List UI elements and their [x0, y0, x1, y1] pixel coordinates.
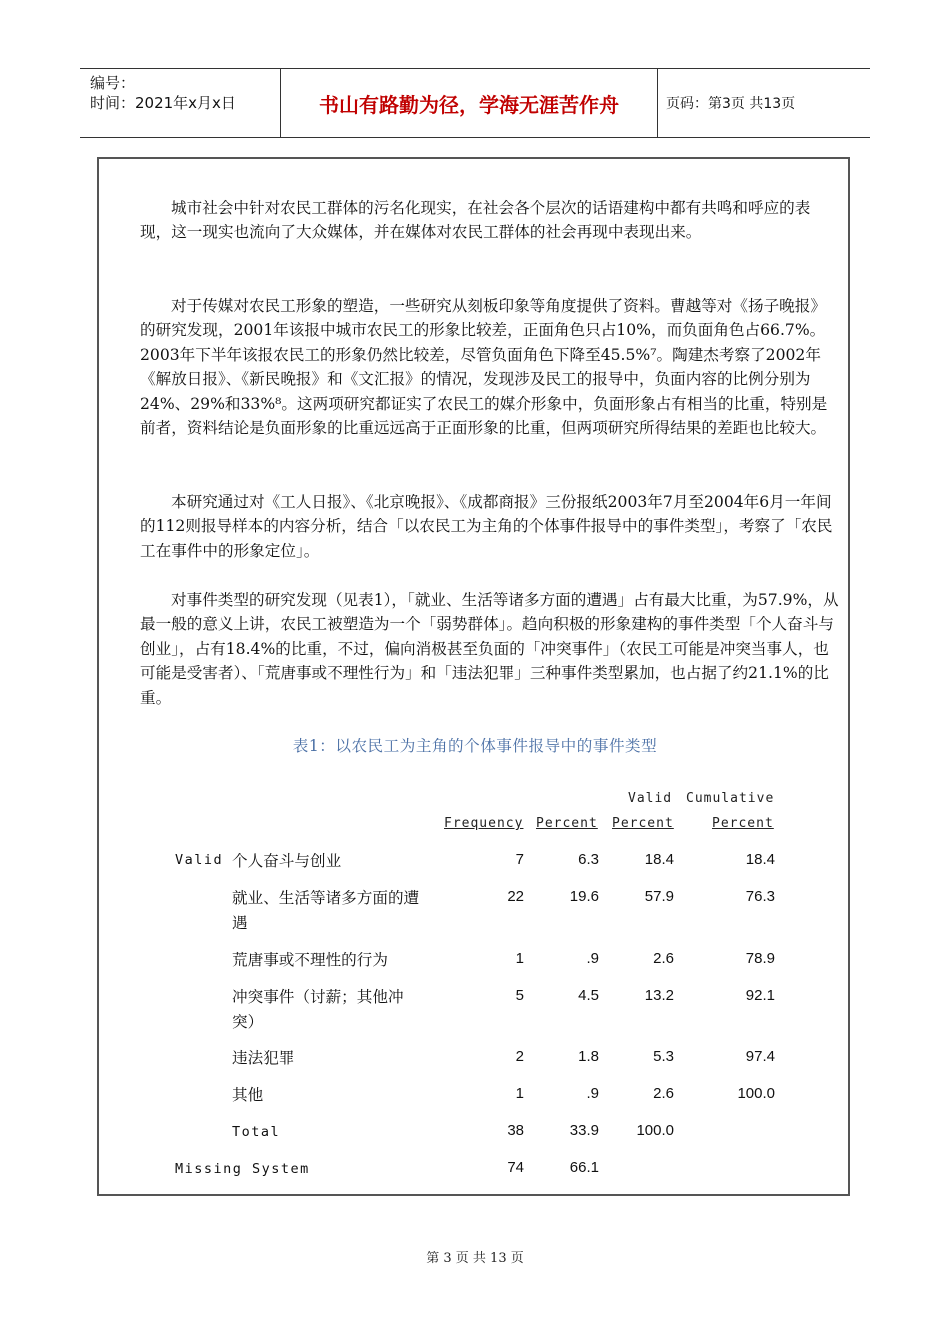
header-cumulative-top: Cumulative [686, 791, 775, 806]
frequency-cell: 22 [507, 888, 524, 905]
header-percent: Percent [536, 816, 598, 831]
valid-percent-cell: 5.3 [653, 1048, 674, 1065]
row-label: 荒唐事或不理性的行为 [232, 951, 388, 969]
valid-percent-cell: 2.6 [653, 1085, 674, 1102]
row-label: 个人奋斗与创业 [232, 852, 342, 870]
cumulative-cell: 92.1 [745, 987, 775, 1004]
header-cumulative-percent: Percent [712, 816, 774, 831]
frequency-cell: 5 [515, 987, 524, 1004]
header-valid-top: Valid [628, 791, 673, 806]
paragraph-4 [140, 588, 840, 710]
paragraph-text: 对于传媒对农民工形象的塑造，一些研究从刻板印象等角度提供了资料。曹越等对《扬子晚报》的研究发现，2001年该报中城市农民工的形象比较差，正面角色只占10%，而负面角色占66.7%。2003年下半年该报农民工的形象仍然比较差，尽管负面角色下降至45.5%⁷。陶建杰考察了2002年《解放日报》、《新民晚报》和《文汇报》的情况，发现涉及民工的报导中，负面内容的比例分别为24%、29%和33%⁸。这两项研究都证实了农民工的媒介形象中，负面形象占有相当的比重，特别是前者，资料结论是负面形象的比重远远高于正面形象的比重，但两项研究所得结果的差距也比较大。 [140, 297, 828, 438]
valid-percent-cell: 2.6 [653, 950, 674, 967]
page-label-text: 页码：第3页 共13页 [666, 96, 796, 112]
percent-cell: .9 [586, 1085, 599, 1102]
row-label: 其他 [232, 1086, 264, 1104]
frequency-cell: 74 [507, 1159, 524, 1176]
valid-percent-cell: 18.4 [644, 851, 674, 868]
row-label: 违法犯罪 [232, 1049, 295, 1067]
percent-cell: 19.6 [569, 888, 599, 905]
frequency-cell: 1 [515, 950, 524, 967]
valid-percent-cell: 57.9 [644, 888, 674, 905]
header-frequency: Frequency [444, 816, 524, 831]
header-valid-percent: Percent [612, 816, 674, 831]
frequency-cell: 38 [507, 1122, 524, 1139]
valid-percent-cell: 100.0 [636, 1122, 674, 1139]
page-header [80, 68, 870, 138]
number-label: 编号： [90, 74, 136, 92]
row-label: 冲突事件（讨薪；其他冲突） [232, 988, 404, 1031]
frequency-cell: 7 [515, 851, 524, 868]
cumulative-cell: 18.4 [745, 851, 775, 868]
percent-cell: .9 [586, 950, 599, 967]
header-motto: 书山有路勤为径，学海无涯苦作舟 [280, 69, 658, 137]
cumulative-cell: 76.3 [745, 888, 775, 905]
percent-cell: 33.9 [569, 1122, 599, 1139]
paragraph-1 [140, 196, 840, 245]
table-caption: 表1：以农民工为主角的个体事件报导中的事件类型 [292, 737, 658, 755]
header-page-label [666, 69, 870, 137]
paragraph-text: 城市社会中针对农民工群体的污名化现实，在社会各个层次的话语建构中都有共鸣和呼应的表现，这一现实也流向了大众媒体，并在媒体对农民工群体的社会再现中表现出来。 [140, 199, 811, 242]
page-footer: 第 3 页 共 13 页 [426, 1251, 524, 1266]
frequency-cell: 1 [515, 1085, 524, 1102]
row-label: 就业、生活等诸多方面的遭遇 [232, 889, 420, 932]
valid-group-label: Valid [175, 852, 224, 868]
total-label: Total [232, 1124, 281, 1140]
valid-percent-cell: 13.2 [644, 987, 674, 1004]
paragraph-2 [140, 294, 840, 440]
cumulative-cell: 78.9 [745, 950, 775, 967]
percent-cell: 4.5 [578, 987, 599, 1004]
frequency-cell: 2 [515, 1048, 524, 1065]
time-label: 时间：2021年x月x日 [90, 94, 236, 112]
missing-label: Missing System [175, 1161, 310, 1177]
percent-cell: 1.8 [578, 1048, 599, 1065]
header-meta [80, 69, 280, 137]
percent-cell: 66.1 [569, 1159, 599, 1176]
percent-cell: 6.3 [578, 851, 599, 868]
paragraph-text: 本研究通过对《工人日报》、《北京晚报》、《成都商报》三份报纸2003年7月至2004年6月一年间的112则报导样本的内容分析，结合「以农民工为主角的个体事件报导中的事件类型」，考察了「农民工在事件中的形象定位」。 [140, 493, 833, 560]
paragraph-text: 对事件类型的研究发现（见表1），「就业、生活等诸多方面的遭遇」占有最大比重，为57.9%，从最一般的意义上讲，农民工被塑造为一个「弱势群体」。趋向积极的形象建构的事件类型「个人奋斗与创业」，占有18.4%的比重，不过，偏向消极甚至负面的「冲突事件」（农民工可能是冲突当事人，也可能是受害者）、「荒唐事或不理性行为」和「违法犯罪」三种事件类型累加，也占据了约21.1%的比重。 [140, 591, 839, 707]
cumulative-cell: 100.0 [737, 1085, 775, 1102]
cumulative-cell: 97.4 [745, 1048, 775, 1065]
paragraph-3 [140, 490, 840, 563]
